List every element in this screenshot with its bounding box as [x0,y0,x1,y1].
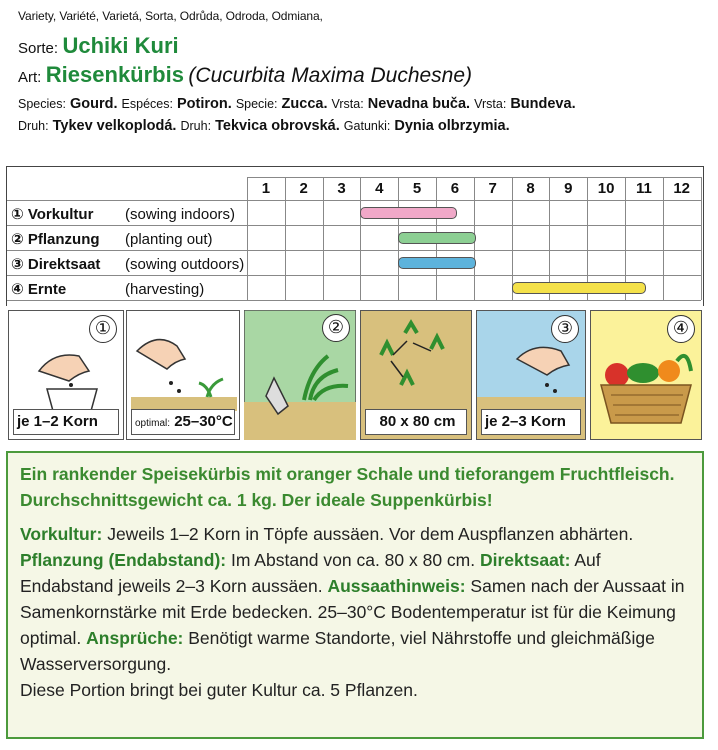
month-header-12: 12 [673,180,691,197]
step-4-badge: ④ [667,315,695,343]
grid-vline [360,177,361,300]
sowing-calendar [6,166,704,306]
specie-value: Zucca. [281,96,328,112]
sorte-label: Sorte: [18,40,59,57]
specie-label: Specie: [235,97,278,111]
month-header-9: 9 [564,180,573,197]
grid-hline [7,200,701,201]
month-header-2: 2 [299,180,308,197]
species-line [18,96,576,112]
calendar-bar [512,282,646,294]
description-box [6,451,704,739]
art-label: Art: [18,69,42,86]
grid-hline [7,225,701,226]
month-header-1: 1 [261,180,271,197]
especes-value: Potiron. [177,96,232,112]
druh-line [18,118,510,134]
especes-label: Espéces: [121,97,173,111]
panel-label-spacing: 80 x 80 cm [365,409,467,435]
calendar-row-vorkultur [11,203,236,227]
ansprueche-key: Ansprüche: [86,628,184,648]
aussaat-key: Aussaathinweis: [327,576,466,596]
art-latin: (Cucurbita Maxima Duchesne) [188,64,473,87]
species-label: Species: [18,97,66,111]
row-sub: (harvesting) [125,281,205,298]
sorte-line [18,33,179,59]
vrsta-value-2: Bundeva. [510,96,576,112]
panel-label-optimal-temp [131,409,235,435]
grid-vline [323,177,324,300]
calendar-bar [398,257,476,269]
panel-vorkultur [8,310,124,440]
art-value: Riesenkürbis [45,62,184,87]
sorte-value: Uchiki Kuri [62,33,179,58]
row-sub: (sowing outdoors) [125,256,245,273]
grid-vline [701,177,702,300]
direktsaat-key: Direktsaat: [480,550,571,570]
vrsta-label: Vrsta: [331,97,364,111]
calendar-row-direktsaat [11,253,245,277]
calendar-row-ernte [11,278,205,302]
row-sub: (planting out) [125,231,213,248]
calendar-bar [398,232,476,244]
panel-spacing [360,310,472,440]
row-label: ④ Ernte [11,281,67,298]
portion-text: Diese Portion bringt bei guter Kultur ca. 5 Pflanzen. [20,680,418,700]
vorkultur-key: Vorkultur: [20,524,103,544]
panel-temperature [126,310,240,440]
calendar-row-pflanzung [11,228,213,252]
panel-pflanzung [244,310,356,440]
row-label: ① Vorkultur [11,206,94,223]
step-3-badge: ③ [551,315,579,343]
description-body [20,521,692,703]
direktsaat-text: Auf Endabstand jeweils 2–3 Korn aussäen. [20,550,601,596]
grid-hline [7,300,701,301]
gatunki-label: Gatunki: [343,119,391,133]
row-label: ② Pflanzung [11,231,100,248]
temp-value: 25–30°C [174,413,233,430]
grid-hline [7,275,701,276]
month-header-7: 7 [488,180,497,197]
step-1-badge: ① [89,315,117,343]
grid-vline [285,177,286,300]
grid-hline [247,177,701,178]
panel-label-1-2-korn: je 1–2 Korn [13,409,119,435]
vorkultur-text: Jeweils 1–2 Korn in Töpfe aussäen. Vor dem Auspflanzen abhärten. [102,524,634,544]
optimal-label: optimal: [135,418,171,429]
druh-value-2: Tekvica obrovská. [215,118,340,134]
druh-value: Tykev velkoplodá. [52,118,177,134]
month-header-4: 4 [375,180,384,197]
panel-direktsaat [476,310,586,440]
month-header-11: 11 [635,180,652,197]
vrsta-label-2: Vrsta: [474,97,507,111]
gatunki-value: Dynia olbrzymia. [394,118,510,134]
row-sub: (sowing indoors) [125,206,236,223]
grid-vline [663,177,664,300]
description-intro: Ein rankender Speisekürbis mit oranger Schale und tieforangem Fruchtfleisch. Durchschnittsgewicht ca. 1 kg. Der ideale Suppenkürbis! [20,464,675,510]
step-2-badge: ② [322,314,350,342]
calendar-bar [360,207,457,219]
druh-label-2: Druh: [180,119,212,133]
aussaat-text: Samen nach der Aussaat in Samenkornstärke mit Erde bedecken. 25–30°C Bodentemperatur ist für die Keimung optimal. [20,576,685,648]
month-header-6: 6 [450,180,460,197]
species-value: Gourd. [69,96,118,112]
grid-vline [247,177,248,300]
druh-label: Druh: [18,119,49,133]
grid-vline [512,177,513,300]
pflanzung-key: Pflanzung (Endabstand): [20,550,227,570]
pflanzung-text: Im Abstand von ca. 80 x 80 cm. [226,550,480,570]
art-line [18,62,472,88]
ansprueche-text: Benötigt warme Standorte, viel Nährstoffe und gleichmäßige Wasserversorgung. [20,628,655,674]
panel-label-2-3-korn: je 2–3 Korn [481,409,581,435]
panel-ernte [590,310,702,440]
row-label: ③ Direktsaat [11,256,101,273]
variety-line: Variety, Variété, Varietá, Sorta, Odrůda, Odroda, Odmiana, [18,9,323,23]
month-header-5: 5 [412,180,422,197]
vrsta-value: Nevadna buča. [367,96,471,112]
month-header-8: 8 [526,180,535,197]
month-header-10: 10 [597,180,615,197]
month-header-3: 3 [337,180,346,197]
grid-hline [7,250,701,251]
